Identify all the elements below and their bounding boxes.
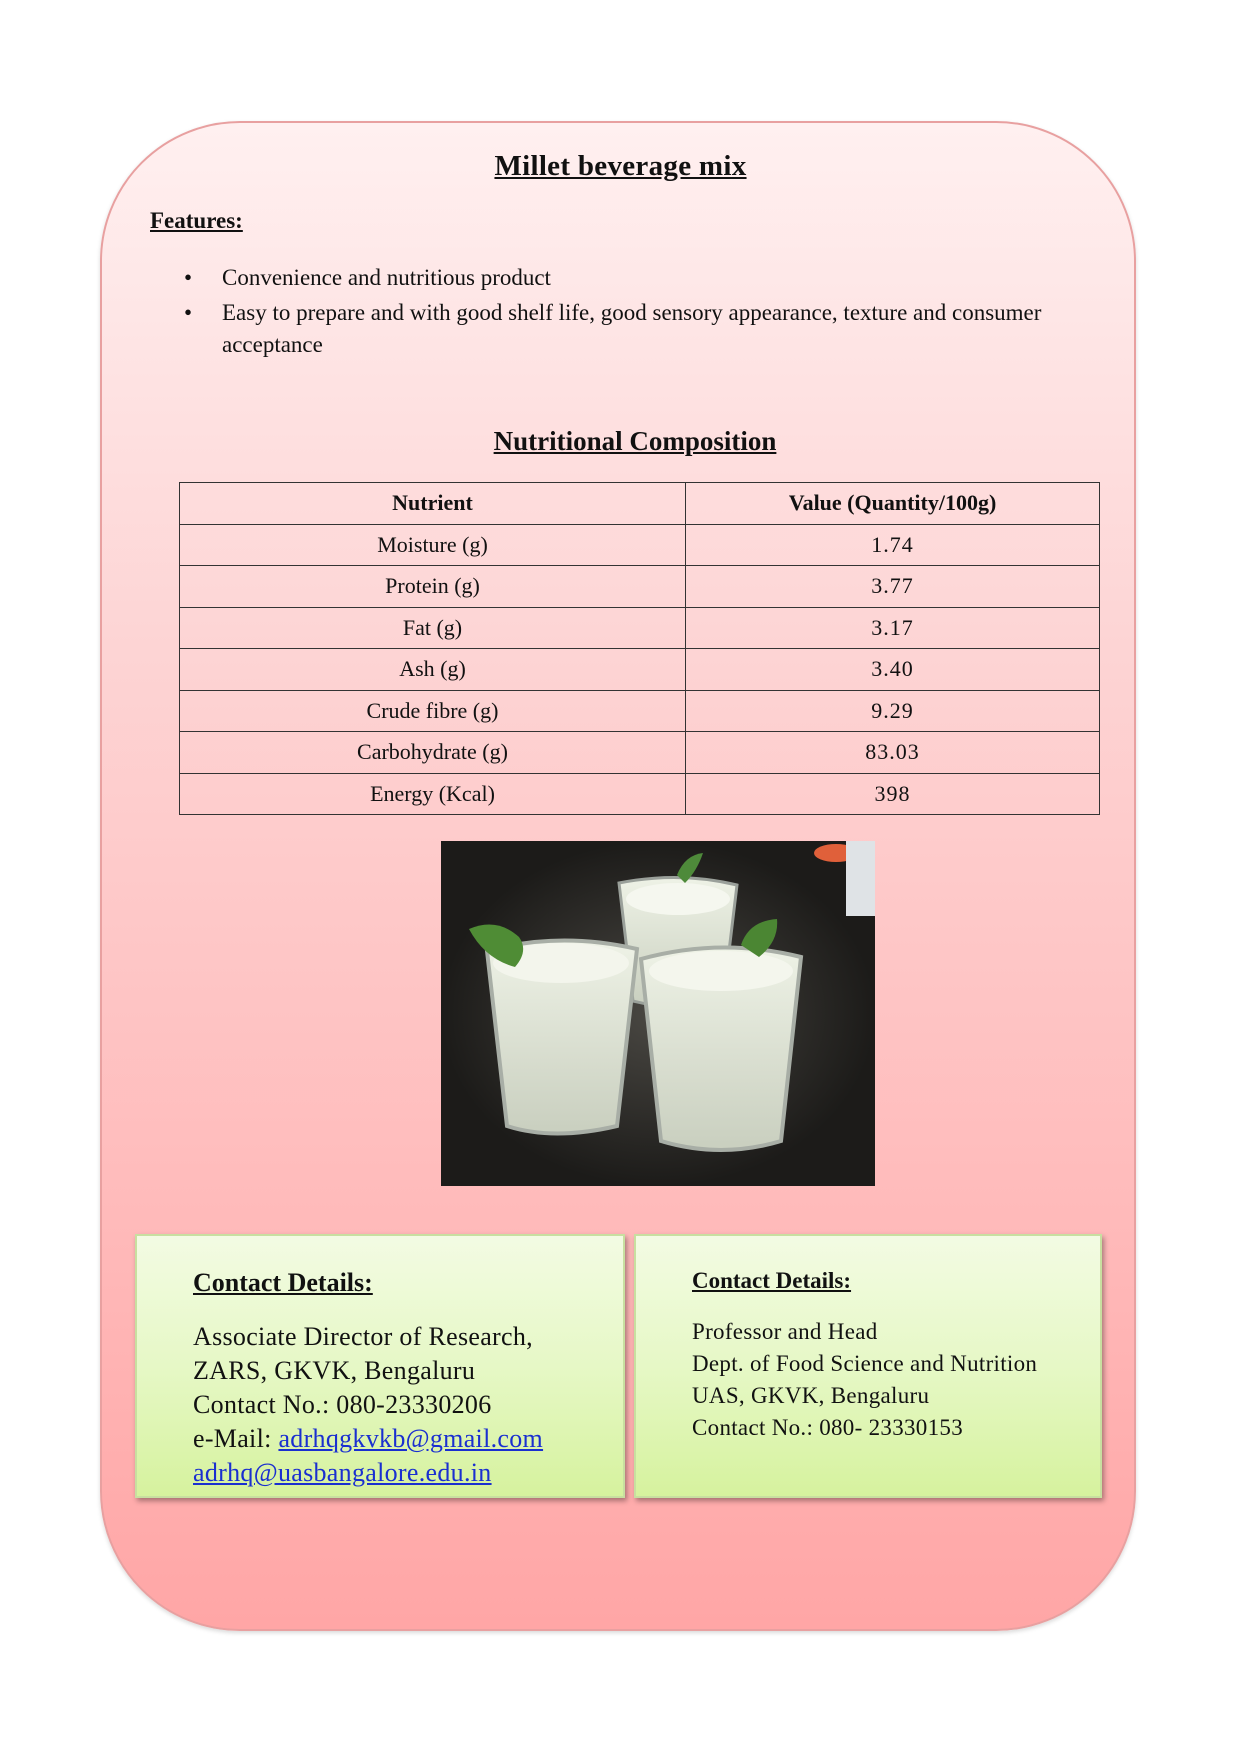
- bullet-icon: •: [184, 300, 193, 325]
- nutrient-cell: Fat (g): [180, 607, 686, 649]
- table-row: [180, 690, 1100, 732]
- nutrition-table: [179, 482, 1100, 815]
- table-row: [180, 524, 1100, 566]
- table-header-row: [180, 483, 1100, 525]
- contact-line: Contact No.: 080-23330206: [193, 1390, 492, 1419]
- value-cell: 3.77: [686, 566, 1100, 608]
- feature-text: Convenience and nutritious product: [222, 265, 551, 290]
- value-cell: 3.40: [686, 649, 1100, 691]
- contact-details: [692, 1316, 1037, 1444]
- value-cell: 9.29: [686, 690, 1100, 732]
- value-cell: 398: [686, 773, 1100, 815]
- table-row: [180, 607, 1100, 649]
- contact-box-research: [135, 1234, 625, 1498]
- value-cell: 83.03: [686, 732, 1100, 774]
- value-cell: 1.74: [686, 524, 1100, 566]
- features-heading: Features:: [150, 208, 243, 233]
- nutrient-cell: Crude fibre (g): [180, 690, 686, 732]
- contact-line: Dept. of Food Science and Nutrition: [692, 1351, 1038, 1376]
- list-item: [184, 297, 1042, 361]
- table-row: [180, 773, 1100, 815]
- nutrient-cell: Moisture (g): [180, 524, 686, 566]
- email-link[interactable]: adrhqgkvkb@gmail.com: [278, 1424, 544, 1453]
- nutrient-cell: Protein (g): [180, 566, 686, 608]
- feature-text: Easy to prepare and with good shelf life, good sensory appearance, texture and consumer acceptance: [222, 300, 1042, 357]
- page-title: Millet beverage mix: [494, 150, 747, 182]
- contact-line: UAS, GKVK, Bengaluru: [692, 1383, 930, 1408]
- contact-line: ZARS, GKVK, Bengaluru: [193, 1356, 476, 1385]
- table-row: [180, 732, 1100, 774]
- contact-box-department: [634, 1234, 1102, 1498]
- contact-details: [193, 1320, 543, 1490]
- features-list: [184, 262, 1042, 364]
- contact-line: Contact No.: 080- 23330153: [692, 1415, 963, 1440]
- beverage-photo: [441, 841, 875, 1186]
- table-row: [180, 649, 1100, 691]
- list-item: [184, 262, 1042, 294]
- contact-heading: Contact Details:: [692, 1268, 852, 1293]
- email-label: e-Mail:: [193, 1424, 279, 1453]
- column-header: Nutrient: [180, 483, 686, 525]
- nutrition-heading: Nutritional Composition: [493, 426, 777, 456]
- table-row: [180, 566, 1100, 608]
- contact-heading: Contact Details:: [193, 1268, 373, 1297]
- email-line: [193, 1456, 543, 1490]
- email-line: [193, 1422, 543, 1456]
- contact-line: Professor and Head: [692, 1319, 878, 1344]
- nutrient-cell: Ash (g): [180, 649, 686, 691]
- column-header: Value (Quantity/100g): [686, 483, 1100, 525]
- email-link[interactable]: adrhq@uasbangalore.edu.in: [193, 1458, 492, 1487]
- nutrient-cell: Carbohydrate (g): [180, 732, 686, 774]
- value-cell: 3.17: [686, 607, 1100, 649]
- bullet-icon: •: [184, 265, 193, 290]
- contact-line: Associate Director of Research,: [193, 1322, 533, 1351]
- nutrient-cell: Energy (Kcal): [180, 773, 686, 815]
